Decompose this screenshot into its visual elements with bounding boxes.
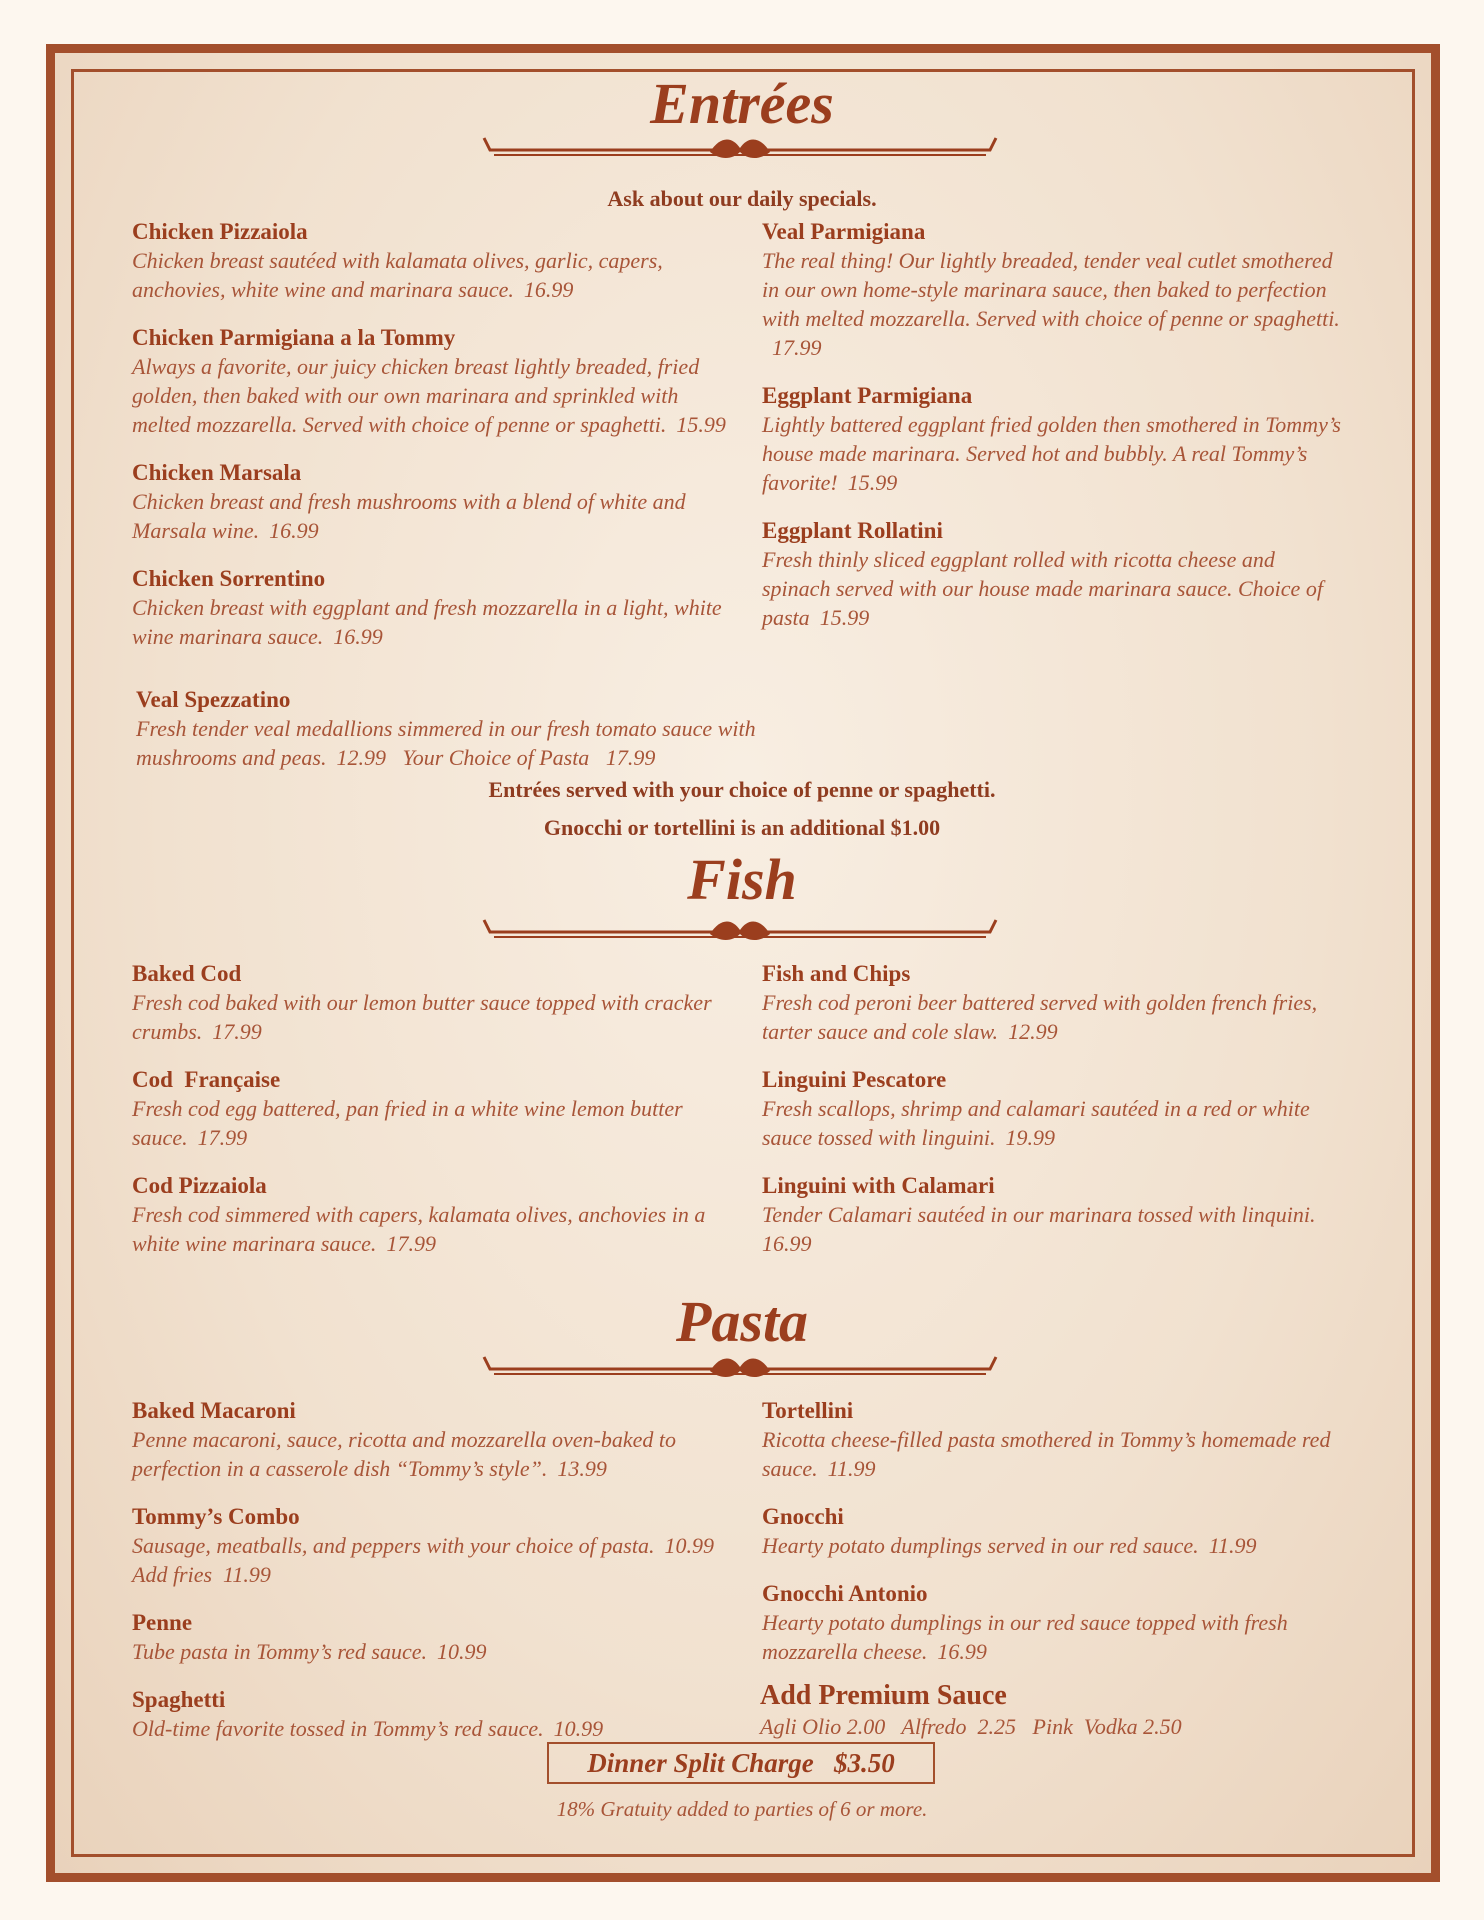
item-description	[136, 714, 836, 772]
item-price: 10.99	[664, 1533, 714, 1558]
item-description	[132, 1200, 732, 1258]
pasta-left-column	[132, 1397, 732, 1763]
item-desc-text: The real thing! Our lightly breaded, tender veal cutlet smothered in our own home-style marinara sauce, then baked to perfection with melted mozzarella. Served with choice of penne or spaghetti.	[762, 248, 1340, 331]
item-description	[132, 593, 732, 651]
item-desc-text: Lightly battered eggplant fried golden then smothered in Tommy’s house made marinara. Served hot and bubbly. A real Tommy’s favorite!	[762, 412, 1341, 495]
pasta-choice-price: 17.99	[605, 745, 656, 770]
item-name: Chicken Sorrentino	[132, 566, 326, 591]
item-desc-text: Tender Calamari sautéed in our marinara tossed with linquini.	[762, 1202, 1316, 1227]
item-desc-text: Chicken breast and fresh mushrooms with a blend of white and Marsala wine.	[132, 489, 686, 543]
item-desc-text: Penne macaroni, sauce, ricotta and mozzarella oven-baked to perfection in a casserole dish “Tommy’s style”.	[132, 1427, 676, 1481]
item-price: 11.99	[1208, 1533, 1257, 1558]
item-description	[762, 1425, 1342, 1483]
item-description	[762, 1200, 1342, 1258]
item-name: Chicken Parmigiana a la Tommy	[132, 325, 456, 350]
item-description	[762, 410, 1342, 497]
item-price: 13.99	[557, 1456, 607, 1481]
item-price: 12.99	[1008, 1019, 1058, 1044]
pasta-choice-label: Your Choice of Pasta	[402, 745, 590, 770]
fish-flourish-divider	[480, 912, 1000, 946]
menu-item	[762, 1580, 1342, 1666]
dinner-split-charge: Dinner Split Charge $3.50	[547, 1742, 935, 1784]
item-desc-text: Sausage, meatballs, and peppers with your choice of pasta.	[132, 1533, 655, 1558]
item-desc-text: Hearty potato dumplings served in our red sauce.	[762, 1533, 1199, 1558]
premium-sauce-options: Agli Olio 2.00 Alfredo 2.25 Pink Vodka 2.50	[760, 1714, 1182, 1739]
menu-item	[762, 960, 1342, 1046]
item-name: Spaghetti	[132, 1687, 226, 1712]
menu-item	[132, 1397, 732, 1483]
entrees-title: Entrées	[650, 71, 834, 136]
item-description	[762, 988, 1342, 1046]
menu-item	[762, 1172, 1342, 1258]
menu-item	[762, 1397, 1342, 1483]
item-desc-text: Chicken breast sautéed with kalamata olives, garlic, capers, anchovies, white wine and marinara sauce.	[132, 248, 663, 302]
menu-item	[762, 382, 1342, 497]
item-price: 15.99	[847, 470, 898, 495]
item-description	[132, 246, 732, 304]
item-name: Tommy’s Combo	[132, 1504, 300, 1529]
addon-note: Gnocchi or tortellini is an additional $1.00	[543, 815, 941, 840]
item-price: 17.99	[772, 335, 822, 360]
premium-sauce-title: Add Premium Sauce	[760, 1680, 1007, 1711]
item-description	[762, 246, 1342, 362]
item-description	[762, 1608, 1342, 1666]
item-desc-text: Chicken breast with eggplant and fresh mozzarella in a light, white wine marinara sauce.	[132, 595, 722, 649]
menu-item	[132, 324, 732, 439]
item-price: 10.99	[436, 1639, 487, 1664]
entrees-flourish-divider	[480, 130, 1000, 164]
item-name: Gnocchi	[762, 1504, 844, 1529]
fish-right-column	[762, 960, 1342, 1278]
item-price: 19.99	[1005, 1125, 1055, 1150]
menu-item	[762, 517, 1342, 632]
item-name: Veal Spezzatino	[136, 687, 291, 712]
item-description	[762, 1094, 1342, 1152]
item-desc-text: Hearty potato dumplings in our red sauce topped with fresh mozzarella cheese.	[762, 1610, 1288, 1664]
item-description	[762, 1531, 1342, 1560]
item-extra-option: Add fries 11.99	[132, 1562, 271, 1587]
item-price: 17.99	[212, 1019, 262, 1044]
item-description	[132, 1637, 732, 1666]
item-name: Chicken Pizzaiola	[132, 219, 308, 244]
item-price: 16.99	[523, 277, 574, 302]
menu-item	[132, 1503, 732, 1589]
item-name: Linguini Pescatore	[762, 1067, 947, 1092]
pasta-flourish-divider	[480, 1349, 1000, 1383]
item-desc-text: Fresh scallops, shrimp and calamari sautéed in a red or white sauce tossed with linguini.	[762, 1096, 1310, 1150]
item-name: Cod Pizzaiola	[132, 1173, 267, 1198]
menu-item	[132, 960, 732, 1046]
item-price: 15.99	[819, 605, 870, 630]
menu-item	[132, 1172, 732, 1258]
item-name: Cod Française	[132, 1067, 281, 1092]
item-name: Chicken Marsala	[132, 460, 302, 485]
item-name: Tortellini	[762, 1398, 854, 1423]
item-price: 17.99	[197, 1125, 248, 1150]
item-price: 16.99	[762, 1231, 812, 1256]
menu-item	[762, 1066, 1342, 1152]
item-name: Gnocchi Antonio	[762, 1581, 928, 1606]
item-name: Linguini with Calamari	[762, 1173, 995, 1198]
item-desc-text: Tube pasta in Tommy’s red sauce.	[132, 1639, 427, 1664]
item-price: 10.99	[553, 1716, 604, 1741]
menu-item	[132, 1686, 732, 1743]
menu-item	[132, 459, 732, 545]
item-name: Eggplant Parmigiana	[762, 383, 973, 408]
item-description	[132, 1094, 732, 1152]
fish-left-column	[132, 960, 732, 1278]
item-price: 16.99	[937, 1639, 987, 1664]
item-desc-text: Old-time favorite tossed in Tommy’s red sauce.	[132, 1716, 544, 1741]
item-name: Fish and Chips	[762, 961, 911, 986]
item-description	[132, 1714, 732, 1743]
item-desc-text: Always a favorite, our juicy chicken breast lightly breaded, fried golden, then baked with our own marinara and sprinkled with melted mozzarella. Served with choice of penne or spaghetti.	[132, 354, 700, 437]
item-desc-text: Fresh cod peroni beer battered served with golden french fries, tarter sauce and cole slaw.	[762, 990, 1318, 1044]
item-name: Penne	[132, 1610, 193, 1635]
item-name: Veal Parmigiana	[762, 219, 926, 244]
item-description	[132, 352, 732, 439]
item-price: 12.99	[336, 745, 386, 770]
item-name: Baked Cod	[132, 961, 242, 986]
item-desc-text: Ricotta cheese-filled pasta smothered in Tommy’s homemade red sauce.	[762, 1427, 1331, 1481]
menu-item	[132, 218, 732, 304]
item-description	[762, 545, 1342, 632]
menu-item	[132, 565, 732, 651]
entrees-left-column	[132, 218, 732, 671]
item-price: 17.99	[386, 1231, 436, 1256]
pasta-right-column	[762, 1397, 1342, 1686]
item-desc-text: Fresh thinly sliced eggplant rolled with ricotta cheese and spinach served with our house made marinara sauce. Choice of pasta	[762, 547, 1323, 630]
item-desc-text: Fresh cod baked with our lemon butter sauce topped with cracker crumbs.	[132, 990, 712, 1044]
gratuity-note: 18% Gratuity added to parties of 6 or more.	[556, 1797, 928, 1821]
menu-item	[132, 1066, 732, 1152]
item-description	[132, 988, 732, 1046]
item-description	[132, 1425, 732, 1483]
specials-note: Ask about our daily specials.	[607, 186, 877, 211]
veal-spezzatino-item	[136, 686, 836, 772]
item-name: Baked Macaroni	[132, 1398, 296, 1423]
entrees-right-column	[762, 218, 1342, 652]
menu-item	[132, 1609, 732, 1666]
item-desc-text: Fresh tender veal medallions simmered in our fresh tomato sauce with mushrooms and peas.	[136, 716, 756, 770]
served-note: Entrées served with your choice of penne or spaghetti.	[488, 777, 996, 802]
premium-sauce-block	[760, 1680, 1360, 1741]
item-desc-text: Fresh cod egg battered, pan fried in a white wine lemon butter sauce.	[132, 1096, 683, 1150]
fish-title: Fish	[687, 847, 797, 912]
item-description	[132, 487, 732, 545]
item-price: 15.99	[676, 412, 726, 437]
menu-item	[762, 1503, 1342, 1560]
item-price: 16.99	[269, 518, 319, 543]
item-desc-text: Fresh cod simmered with capers, kalamata olives, anchovies in a white wine marinara sauce.	[132, 1202, 706, 1256]
item-price: 16.99	[333, 624, 383, 649]
menu-item	[762, 218, 1342, 362]
item-price: 11.99	[827, 1456, 876, 1481]
item-description	[132, 1531, 732, 1589]
pasta-title: Pasta	[675, 1289, 809, 1354]
item-name: Eggplant Rollatini	[762, 518, 943, 543]
